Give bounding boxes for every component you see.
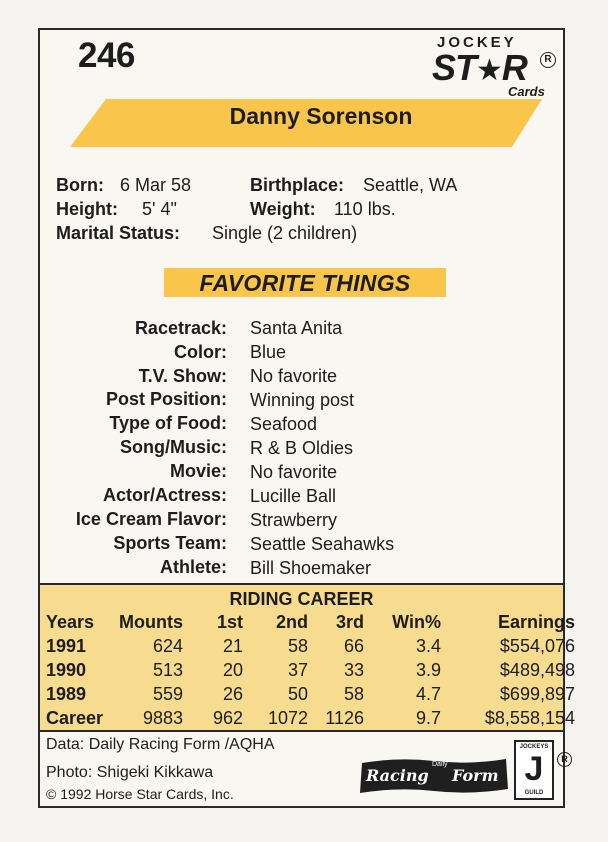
second-header: 2nd xyxy=(275,612,308,632)
guild-top-text: JOCKEYS xyxy=(519,744,549,750)
career-cell: 513 xyxy=(152,660,183,680)
career-cell: 4.7 xyxy=(415,684,441,704)
career-cell: 26 xyxy=(222,684,243,704)
career-cell: 21 xyxy=(222,636,243,656)
favorite-value: Lucille Ball xyxy=(250,486,337,506)
career-title: RIDING CAREER xyxy=(229,589,374,609)
favorite-label: Athlete: xyxy=(160,557,227,577)
career-cell: 3.4 xyxy=(415,636,441,656)
career-cell: 559 xyxy=(152,684,183,704)
logo-star-left: ST xyxy=(432,47,477,88)
career-cell: $554,076 xyxy=(499,636,575,656)
career-row-year: Career xyxy=(46,708,104,728)
favorite-value: No favorite xyxy=(250,366,338,386)
birthplace-row xyxy=(250,175,458,196)
favorite-value: Bill Shoemaker xyxy=(250,558,372,578)
third-header: 3rd xyxy=(335,612,364,632)
first-header: 1st xyxy=(216,612,243,632)
favorite-label: Ice Cream Flavor: xyxy=(75,509,227,529)
favorites-title: FAVORITE THINGS xyxy=(199,270,411,296)
height-value: 5' 4" xyxy=(142,199,177,219)
favorite-label: Racetrack: xyxy=(134,318,227,338)
career-cell: 58 xyxy=(287,636,308,656)
years-header: Years xyxy=(46,612,95,632)
name-banner xyxy=(70,99,542,147)
favorite-value: Blue xyxy=(250,342,287,362)
career-row-year: 1990 xyxy=(46,660,87,680)
birthplace-value: Seattle, WA xyxy=(363,175,458,195)
favorite-value: Strawberry xyxy=(250,510,338,530)
guild-letter: J xyxy=(524,750,544,788)
earnings-header: Earnings xyxy=(497,612,575,632)
favorite-value: Seattle Seahawks xyxy=(250,534,395,554)
guild-bottom-text: GUILD xyxy=(524,790,544,796)
career-cell: 9883 xyxy=(142,708,183,728)
career-cell: $489,498 xyxy=(499,660,575,680)
star-icon: ★ xyxy=(476,54,502,87)
racing-form-logo xyxy=(358,757,510,795)
data-credit: Data: Daily Racing Form /AQHA xyxy=(46,736,275,753)
favorite-label: Type of Food: xyxy=(109,413,227,433)
birthplace-label: Birthplace: xyxy=(250,175,345,195)
career-cell: 624 xyxy=(152,636,183,656)
born-value: 6 Mar 58 xyxy=(120,175,192,195)
career-cell: 1126 xyxy=(325,708,364,728)
favorite-value: R & B Oldies xyxy=(250,438,354,458)
career-cell: 1072 xyxy=(267,708,308,728)
favorite-label: Actor/Actress: xyxy=(102,485,227,505)
favorite-label: Song/Music: xyxy=(120,437,227,457)
marital-value: Single (2 children) xyxy=(212,223,358,243)
jockeys-guild-logo xyxy=(514,740,554,800)
born-label: Born: xyxy=(56,175,104,195)
mounts-header: Mounts xyxy=(119,612,183,632)
favorite-value: Winning post xyxy=(250,390,355,410)
favorite-value: Seafood xyxy=(250,414,318,434)
weight-row xyxy=(250,199,396,220)
career-row-year: 1991 xyxy=(46,636,87,656)
career-cell: $8,558,154 xyxy=(484,708,575,728)
career-cell: 37 xyxy=(287,660,308,680)
marital-label: Marital Status: xyxy=(56,223,181,243)
weight-label: Weight: xyxy=(250,199,316,219)
win-pct-header: Win% xyxy=(392,612,441,632)
marital-row xyxy=(56,223,358,244)
height-label: Height: xyxy=(56,199,118,219)
favorite-label: Movie: xyxy=(169,461,227,481)
registered-icon: R xyxy=(540,52,556,68)
favorite-value: Santa Anita xyxy=(250,318,343,338)
height-row xyxy=(56,199,177,220)
career-cell: 962 xyxy=(212,708,243,728)
career-row-year: 1989 xyxy=(46,684,87,704)
career-cell: 33 xyxy=(343,660,364,680)
logo-jockey-text: JOCKEY xyxy=(437,34,517,51)
weight-value: 110 lbs. xyxy=(334,199,396,219)
career-cell: 58 xyxy=(343,684,364,704)
career-cell: 20 xyxy=(222,660,243,680)
career-cell: $699,897 xyxy=(499,684,575,704)
copyright: © 1992 Horse Star Cards, Inc. xyxy=(46,786,234,802)
career-cell: 66 xyxy=(343,636,364,656)
player-name: Danny Sorenson xyxy=(229,103,413,129)
racing-form-small: Daily xyxy=(432,761,448,768)
career-cell: 50 xyxy=(287,684,308,704)
born-row xyxy=(56,175,192,196)
photo-credit: Photo: Shigeki Kikkawa xyxy=(46,764,214,781)
racing-form-right: Form xyxy=(452,766,499,785)
card-number: 246 xyxy=(78,36,135,75)
favorite-value: No favorite xyxy=(250,462,338,482)
favorite-label: T.V. Show: xyxy=(138,366,227,386)
career-cell: 3.9 xyxy=(415,660,441,680)
favorite-label: Sports Team: xyxy=(113,533,227,553)
logo-star-right: R xyxy=(501,47,527,88)
logo-cards-text: Cards xyxy=(508,84,545,99)
favorite-label: Color: xyxy=(174,342,227,362)
racing-form-left: Racing xyxy=(366,766,429,785)
career-cell: 9.7 xyxy=(415,708,441,728)
registered-icon: R xyxy=(557,752,572,767)
favorite-label: Post Position: xyxy=(106,389,227,409)
